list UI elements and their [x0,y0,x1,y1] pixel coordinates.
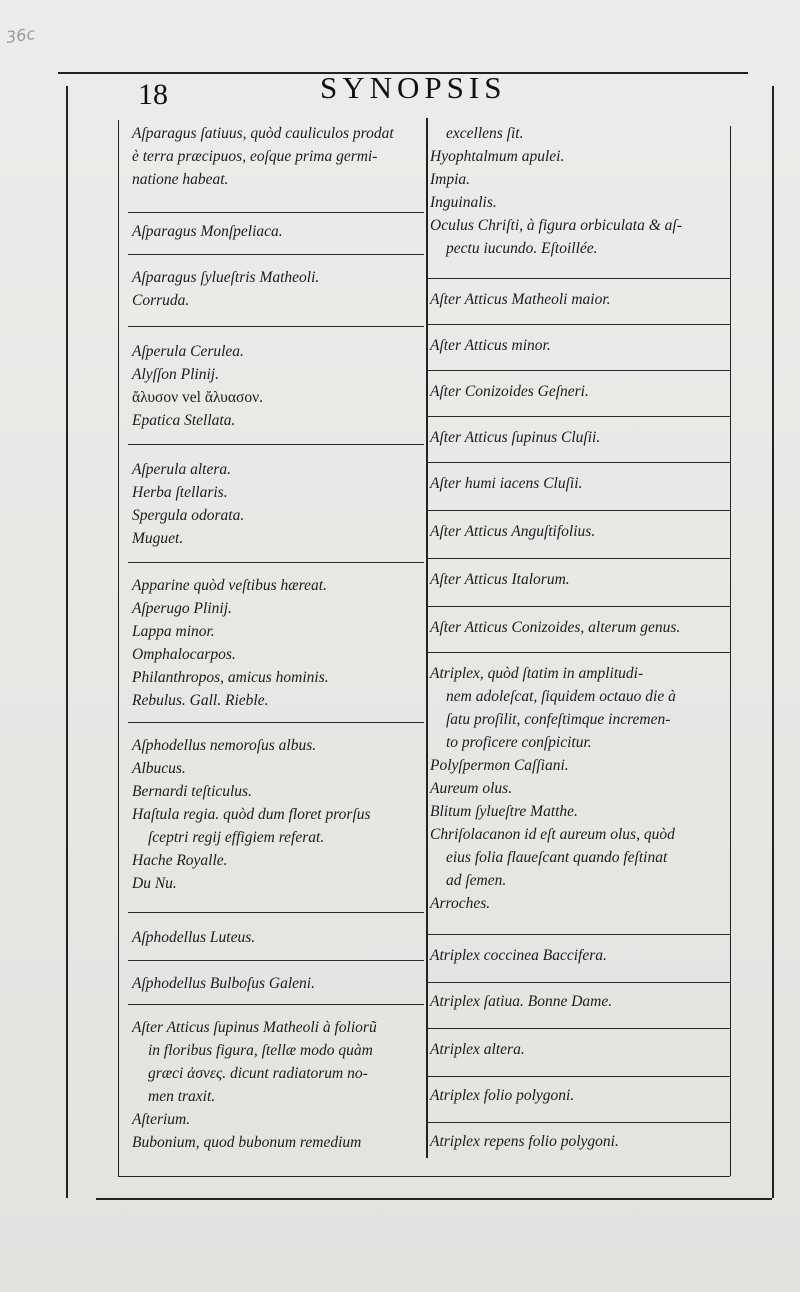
entry-divider [128,212,424,213]
entry [430,568,726,591]
entry [430,662,726,915]
entry-line: Aſphodellus Bulboſus Galeni. [132,975,315,992]
entry [430,122,726,260]
entry-divider [128,326,424,327]
entry-divider [128,960,424,961]
entry-line: Aſphodellus Luteus. [132,929,256,946]
entry-line: Aſter humi iacens Cluſii. [430,475,583,492]
entry-line: Aſter Atticus Matheoli maior. [430,291,611,308]
entry [132,340,420,432]
entry-line: Corruda. [132,292,190,309]
entry-line: men traxit. [148,1088,216,1105]
entry-divider [128,444,424,445]
entry-line: ſceptri regij effigiem referat. [148,829,325,846]
entry-line: Aſterium. [132,1111,191,1128]
entry-line: Muguet. [132,530,184,547]
entry [430,1038,726,1061]
entry-line: Aſter Conizoides Geſneri. [430,383,589,400]
entry [430,472,726,495]
entry-line: Aſter Atticus ſupinus Cluſii. [430,429,601,446]
entry-line: Aſter Atticus Italorum. [430,571,570,588]
entry-line: to proficere conſpicitur. [446,734,592,751]
entry [132,972,420,995]
entry-line: Aſter Atticus minor. [430,337,551,354]
entry-line: Atriplex repens folio polygoni. [430,1133,619,1150]
table-bottom-rule [118,1176,730,1177]
entry-line: Polyſpermon Caſſiani. [430,757,569,774]
entry-line: Lappa minor. [132,623,215,640]
entry-line: Atriplex folio polygoni. [430,1087,575,1104]
entry [132,734,420,895]
entry-line: Rebulus. Gall. Rieble. [132,692,269,709]
entry-divider [426,510,730,511]
table-left-rule [118,120,119,1176]
entry-divider [128,722,424,723]
entry-line: Epatica Stellata. [132,412,236,429]
entry-line: eius folia flaueſcant quando feſtinat [446,849,668,866]
left-column [132,122,420,1172]
entry-divider [426,324,730,325]
entry-line: Oculus Chriſti, à figura orbiculata & aſ- [430,217,682,234]
entry-line: Aſter Atticus Anguſtifolius. [430,523,596,540]
entry-line: ad ſemen. [446,872,507,889]
entry-divider [426,278,730,279]
entry-line: Hache Royalle. [132,852,228,869]
table-right-rule [730,126,731,1176]
entry-divider [426,558,730,559]
entry-divider [426,934,730,935]
entry-line: Atriplex altera. [430,1041,525,1058]
entry [430,520,726,543]
entry-line: Omphalocarpos. [132,646,236,663]
entry-line: Philanthropos, amicus hominis. [132,669,329,686]
entry [132,122,420,191]
entry-line: ſatu proſilit, confeſtimque incremen- [446,711,671,728]
entry [430,288,726,311]
entry-divider [426,652,730,653]
entry [430,616,726,639]
entry-divider [426,1122,730,1123]
entry-divider [426,982,730,983]
entry-divider [128,562,424,563]
entry-line: Atriplex coccinea Baccifera. [430,947,607,964]
entry-line: excellens ſit. [446,125,524,142]
entry-line: græci ἀσνες. dicunt radiatorum no- [148,1065,368,1082]
entry [430,944,726,967]
entry-line: Aſperugo Plinij. [132,600,232,617]
entry-line: Arroches. [430,895,491,912]
entry-line: Herba ſtellaris. [132,484,228,501]
entry [132,220,420,243]
entry-line: Albucus. [132,760,186,777]
entry-line: Aſparagus ſatiuus, quòd cauliculos prodat [132,125,394,142]
entry-line: Aſter Atticus ſupinus Matheoli à foliorũ [132,1019,377,1036]
footer-rule [96,1198,772,1200]
entry-line: Chriſolacanon id eſt aureum olus, quòd [430,826,675,843]
entry-line: Atriplex, quòd ſtatim in amplitudi- [430,665,644,682]
entry-divider [426,1076,730,1077]
entry [430,426,726,449]
entry-line: è terra præcipuos, eoſque prima germi- [132,148,378,165]
entry-line: Apparine quòd veſtibus hæreat. [132,577,327,594]
entry-line: pectu iucundo. Eſtoillée. [446,240,598,257]
entry-divider [426,606,730,607]
entry [132,1016,420,1154]
entry [430,1084,726,1107]
entry-line: Blitum ſylueſtre Matthe. [430,803,578,820]
entry-divider [426,416,730,417]
entry-line: Inguinalis. [430,194,497,211]
entry-line: Haſtula regia. quòd dum floret prorſus [132,806,371,823]
page-number: 18 [138,78,168,111]
right-column [430,122,726,1172]
entry-line: in floribus figura, ſtellæ modo quàm [148,1042,373,1059]
column-divider [426,118,428,1158]
entry-line: Bernardi teſticulus. [132,783,252,800]
entry-line: Hyophtalmum apulei. [430,148,565,165]
entry-line: Aſperula altera. [132,461,232,478]
entry-divider [128,1004,424,1005]
entry-line: Impia. [430,171,471,188]
entry [132,926,420,949]
entry [132,266,420,312]
entry-line: Du Nu. [132,875,177,892]
entry-divider [426,462,730,463]
entry [430,380,726,403]
entry-line: Spergula odorata. [132,507,245,524]
running-title: SYNOPSIS [320,70,507,105]
entry [430,1130,726,1153]
entry-line: Aſparagus ſylueſtris Matheoli. [132,269,320,286]
entry-divider [426,1028,730,1029]
entry-divider [128,254,424,255]
entry-line: Aſter Atticus Conizoides, alterum genus. [430,619,681,636]
entry-line: ἄλυσον vel ἄλυασον. [132,389,263,406]
entry-line: Aſparagus Monſpeliaca. [132,223,283,240]
entry-divider [426,370,730,371]
entry [430,334,726,357]
entry [430,990,726,1013]
entry-line: Aſphodellus nemoroſus albus. [132,737,317,754]
entry-line: nem adoleſcat, ſiquidem octauo die à [446,688,676,705]
entry-divider [128,912,424,913]
entry-line: Aſperula Cerulea. [132,343,244,360]
entry-line: Aureum olus. [430,780,513,797]
entry-line: natione habeat. [132,171,229,188]
entry-line: Bubonium, quod bubonum remedium [132,1134,362,1151]
entry [132,458,420,550]
entry [132,574,420,712]
pencil-note: 36c [4,24,37,47]
entry-line: Alyſſon Plinij. [132,366,219,383]
entry-line: Atriplex ſatiua. Bonne Dame. [430,993,613,1010]
